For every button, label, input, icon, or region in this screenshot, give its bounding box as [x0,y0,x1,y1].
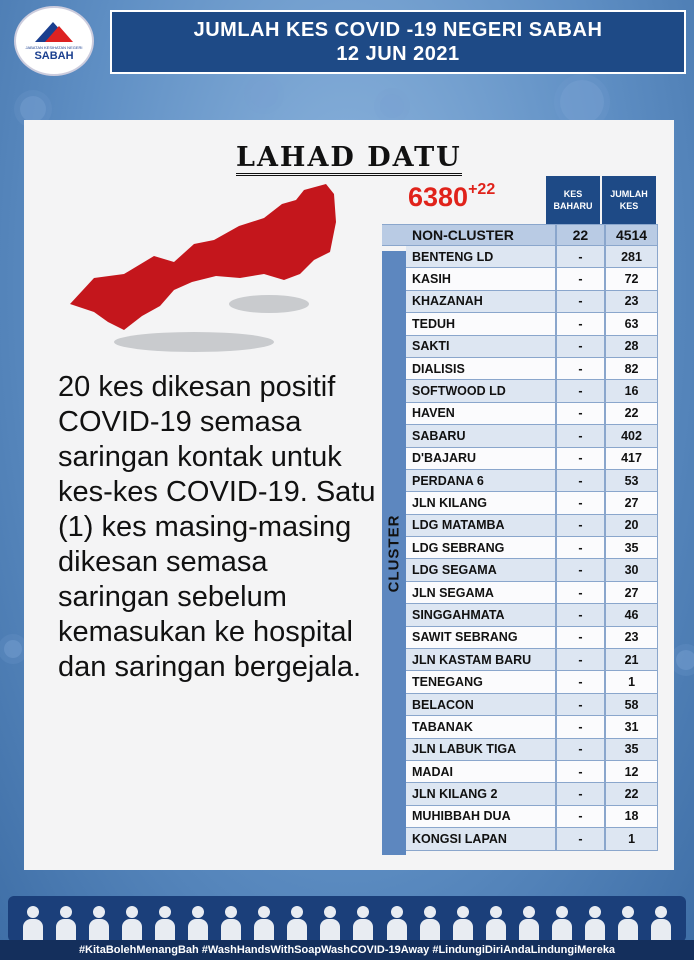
cluster-name: KONGSI LAPAN [406,828,556,850]
row-name: NON-CLUSTER [382,224,556,246]
frontliner-icon [220,904,242,942]
col-header-new: KES BAHARU [546,176,600,224]
table-row [382,336,658,358]
cluster-new: - [556,671,605,693]
table-row [382,716,658,738]
cluster-name: SAKTI [406,336,556,358]
total-increase: +22 [468,181,496,198]
frontliner-icon [121,904,143,942]
cluster-total: 402 [605,425,658,447]
table-row [382,739,658,761]
cluster-total: 30 [605,559,658,581]
cluster-new: - [556,694,605,716]
cluster-total: 46 [605,604,658,626]
cluster-rows [382,246,658,851]
frontliner-icon [617,904,639,942]
frontliner-icon [518,904,540,942]
cases-table [382,224,658,851]
cluster-new: - [556,559,605,581]
cluster-new: - [556,246,605,268]
cluster-new: - [556,806,605,828]
cluster-total: 63 [605,313,658,335]
cluster-total: 23 [605,291,658,313]
frontliner-icon [286,904,308,942]
cluster-new: - [556,582,605,604]
frontliner-icon [551,904,573,942]
table-row [382,403,658,425]
cluster-new: - [556,649,605,671]
cluster-new: - [556,783,605,805]
cluster-new: - [556,336,605,358]
cluster-new: - [556,761,605,783]
district-title: LAHAD DATU [236,142,462,176]
cluster-name: TENEGANG [406,671,556,693]
cluster-total: 31 [605,716,658,738]
table-row [382,828,658,850]
table-row [382,313,658,335]
logo-name: SABAH [34,50,74,62]
cluster-name: JLN LABUK TIGA [406,739,556,761]
cluster-total: 58 [605,694,658,716]
cluster-name: JLN KILANG 2 [406,783,556,805]
table-row [382,470,658,492]
cluster-new: - [556,716,605,738]
table-row [382,649,658,671]
cluster-new: - [556,492,605,514]
cluster-name: LDG SEGAMA [406,559,556,581]
table-row [382,694,658,716]
cluster-total: 27 [605,492,658,514]
cluster-total: 35 [605,537,658,559]
header-banner [110,10,686,74]
table-row [382,761,658,783]
cluster-new: - [556,627,605,649]
cluster-total: 72 [605,268,658,290]
frontliner-icon [253,904,275,942]
cluster-name: HAVEN [406,403,556,425]
table-row [382,515,658,537]
total-cases [408,182,495,213]
frontliner-icon [55,904,77,942]
frontliner-icon [419,904,441,942]
cluster-name: JLN KASTAM BARU [406,649,556,671]
total-value: 6380 [408,182,469,212]
row-total: 4514 [605,224,658,246]
frontliner-icon [584,904,606,942]
cluster-name: BELACON [406,694,556,716]
frontliner-icon [485,904,507,942]
cluster-name: TABANAK [406,716,556,738]
frontliner-strip [8,896,686,942]
logo-tagline: JABATAN KESIHATAN NEGERI [25,45,83,50]
table-row [382,380,658,402]
frontliner-icon [154,904,176,942]
frontliner-icon [88,904,110,942]
cluster-total: 82 [605,358,658,380]
cluster-total: 18 [605,806,658,828]
table-row [382,671,658,693]
cluster-total: 20 [605,515,658,537]
table-row [382,806,658,828]
cluster-name: D'BAJARU [406,448,556,470]
cluster-new: - [556,604,605,626]
virus-icon [4,640,22,658]
cluster-new: - [556,268,605,290]
health-dept-logo [14,6,94,76]
cluster-new: - [556,380,605,402]
cluster-new: - [556,828,605,850]
cluster-name: MUHIBBAH DUA [406,806,556,828]
table-row [382,582,658,604]
non-cluster-row [382,224,658,246]
cluster-name: BENTENG LD [406,246,556,268]
cluster-total: 1 [605,828,658,850]
cluster-total: 35 [605,739,658,761]
cluster-new: - [556,403,605,425]
cluster-name: LDG SEBRANG [406,537,556,559]
virus-icon [250,80,278,108]
frontliner-icon [352,904,374,942]
cluster-name: DIALISIS [406,358,556,380]
cluster-name: SABARU [406,425,556,447]
row-new: 22 [556,224,605,246]
cluster-new: - [556,537,605,559]
cluster-total: 23 [605,627,658,649]
virus-icon [380,94,404,118]
cluster-new: - [556,515,605,537]
cluster-new: - [556,313,605,335]
cluster-name: MADAI [406,761,556,783]
table-row [382,783,658,805]
table-row [382,268,658,290]
table-row [382,627,658,649]
cluster-name: SOFTWOOD LD [406,380,556,402]
cluster-name: KHAZANAH [406,291,556,313]
cluster-new: - [556,425,605,447]
cluster-name: KASIH [406,268,556,290]
cluster-total: 28 [605,336,658,358]
frontliner-icon [650,904,672,942]
district-map-icon [64,182,354,362]
cluster-new: - [556,291,605,313]
cluster-total: 22 [605,403,658,425]
header-date: 12 JUN 2021 [336,43,460,65]
cluster-new: - [556,448,605,470]
cluster-name: SINGGAHMATA [406,604,556,626]
cluster-total: 53 [605,470,658,492]
frontliner-icon [386,904,408,942]
cluster-total: 1 [605,671,658,693]
frontliner-icon [319,904,341,942]
footer-hashtags: #KitaBolehMenangBah #WashHandsWithSoapWashCOVID-19Away #LindungiDiriAndaLindungiMereka [0,940,694,960]
table-row [382,448,658,470]
cluster-total: 417 [605,448,658,470]
cluster-label [382,251,406,855]
table-row [382,559,658,581]
col-header-total: JUMLAH KES [602,176,656,224]
table-row [382,425,658,447]
cluster-total: 21 [605,649,658,671]
virus-icon [20,96,46,122]
cluster-total: 27 [605,582,658,604]
cluster-total: 281 [605,246,658,268]
table-row [382,492,658,514]
cluster-name: TEDUH [406,313,556,335]
virus-icon [676,650,694,670]
cluster-new: - [556,470,605,492]
logo-mark-icon [31,20,77,44]
header-title: JUMLAH KES COVID -19 NEGERI SABAH [193,19,603,41]
cluster-total: 22 [605,783,658,805]
cluster-name: JLN SEGAMA [406,582,556,604]
cluster-label-text: CLUSTER [385,514,403,592]
cluster-name: LDG MATAMBA [406,515,556,537]
table-row [382,358,658,380]
cluster-name: PERDANA 6 [406,470,556,492]
content-panel [24,120,674,870]
frontliner-icon [22,904,44,942]
cluster-total: 12 [605,761,658,783]
cluster-name: JLN KILANG [406,492,556,514]
cluster-name: SAWIT SEBRANG [406,627,556,649]
table-row [382,537,658,559]
table-row [382,246,658,268]
cluster-new: - [556,739,605,761]
table-row [382,291,658,313]
cluster-total: 16 [605,380,658,402]
virus-icon [560,80,604,124]
description-text: 20 kes dikesan positif COVID-19 semasa saringan kontak untuk kes-kes COVID-19. Satu (1) kes masing-masing dikesan semasa saringan sebelum kemasukan ke hospital dan saringan bergejala. [58,371,376,683]
frontliner-icon [452,904,474,942]
table-row [382,604,658,626]
frontliner-icon [187,904,209,942]
cluster-new: - [556,358,605,380]
